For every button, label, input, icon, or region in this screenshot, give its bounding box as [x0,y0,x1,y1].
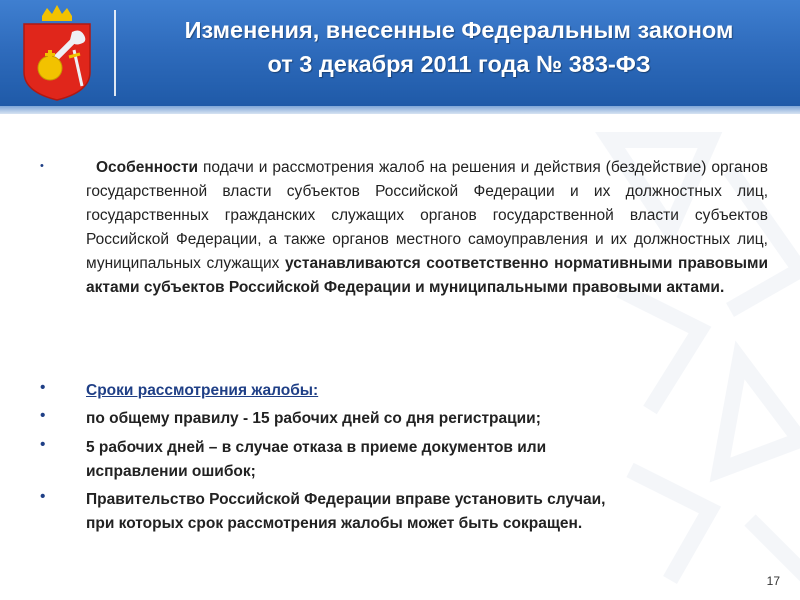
bullet-marker: • [40,160,44,172]
bullet-marker: • [40,407,46,424]
terms-item-2: 5 рабочих дней – в случае отказа в приеме документов или [86,439,547,456]
page-number: 17 [766,574,780,588]
page-title-line-1: Изменения, внесенные Федеральным законом [184,17,734,43]
page-title-line-2: от 3 декабря 2011 года № 383-ФЗ [267,51,651,77]
paragraph-emphasis: устанавливаются соответственно нормативными правовыми актами субъектов Российской Федерации и муниципальными правовыми актами. [86,255,768,296]
terms-item-2-cont: исправлении ошибок; [86,463,256,480]
bullet-marker: • [40,488,46,505]
paragraph-features [86,156,768,300]
terms-item-1: по общему правилу - 15 рабочих дней со дня регистрации; [86,410,541,427]
paragraph-body: подачи и рассмотрения жалоб на решения и действия (бездействие) органов государственной власти субъектов Российской Федерации и их должностных лиц, государственных гражданских служащих органов государственной власти субъектов Российской Федерации, а также органов местного самоуправления и их должностных лиц, муниципальных служащих [86,159,768,272]
terms-item-3: Правительство Российской Федерации вправе установить случаи, [86,491,606,508]
bullet-marker: • [40,379,46,396]
terms-item-3-cont: при которых срок рассмотрения жалобы может быть сокращен. [86,515,583,532]
bullet-marker: • [40,436,46,453]
terms-heading: Сроки рассмотрения жалобы: [86,382,319,399]
paragraph-lead: Особенности [96,159,199,176]
